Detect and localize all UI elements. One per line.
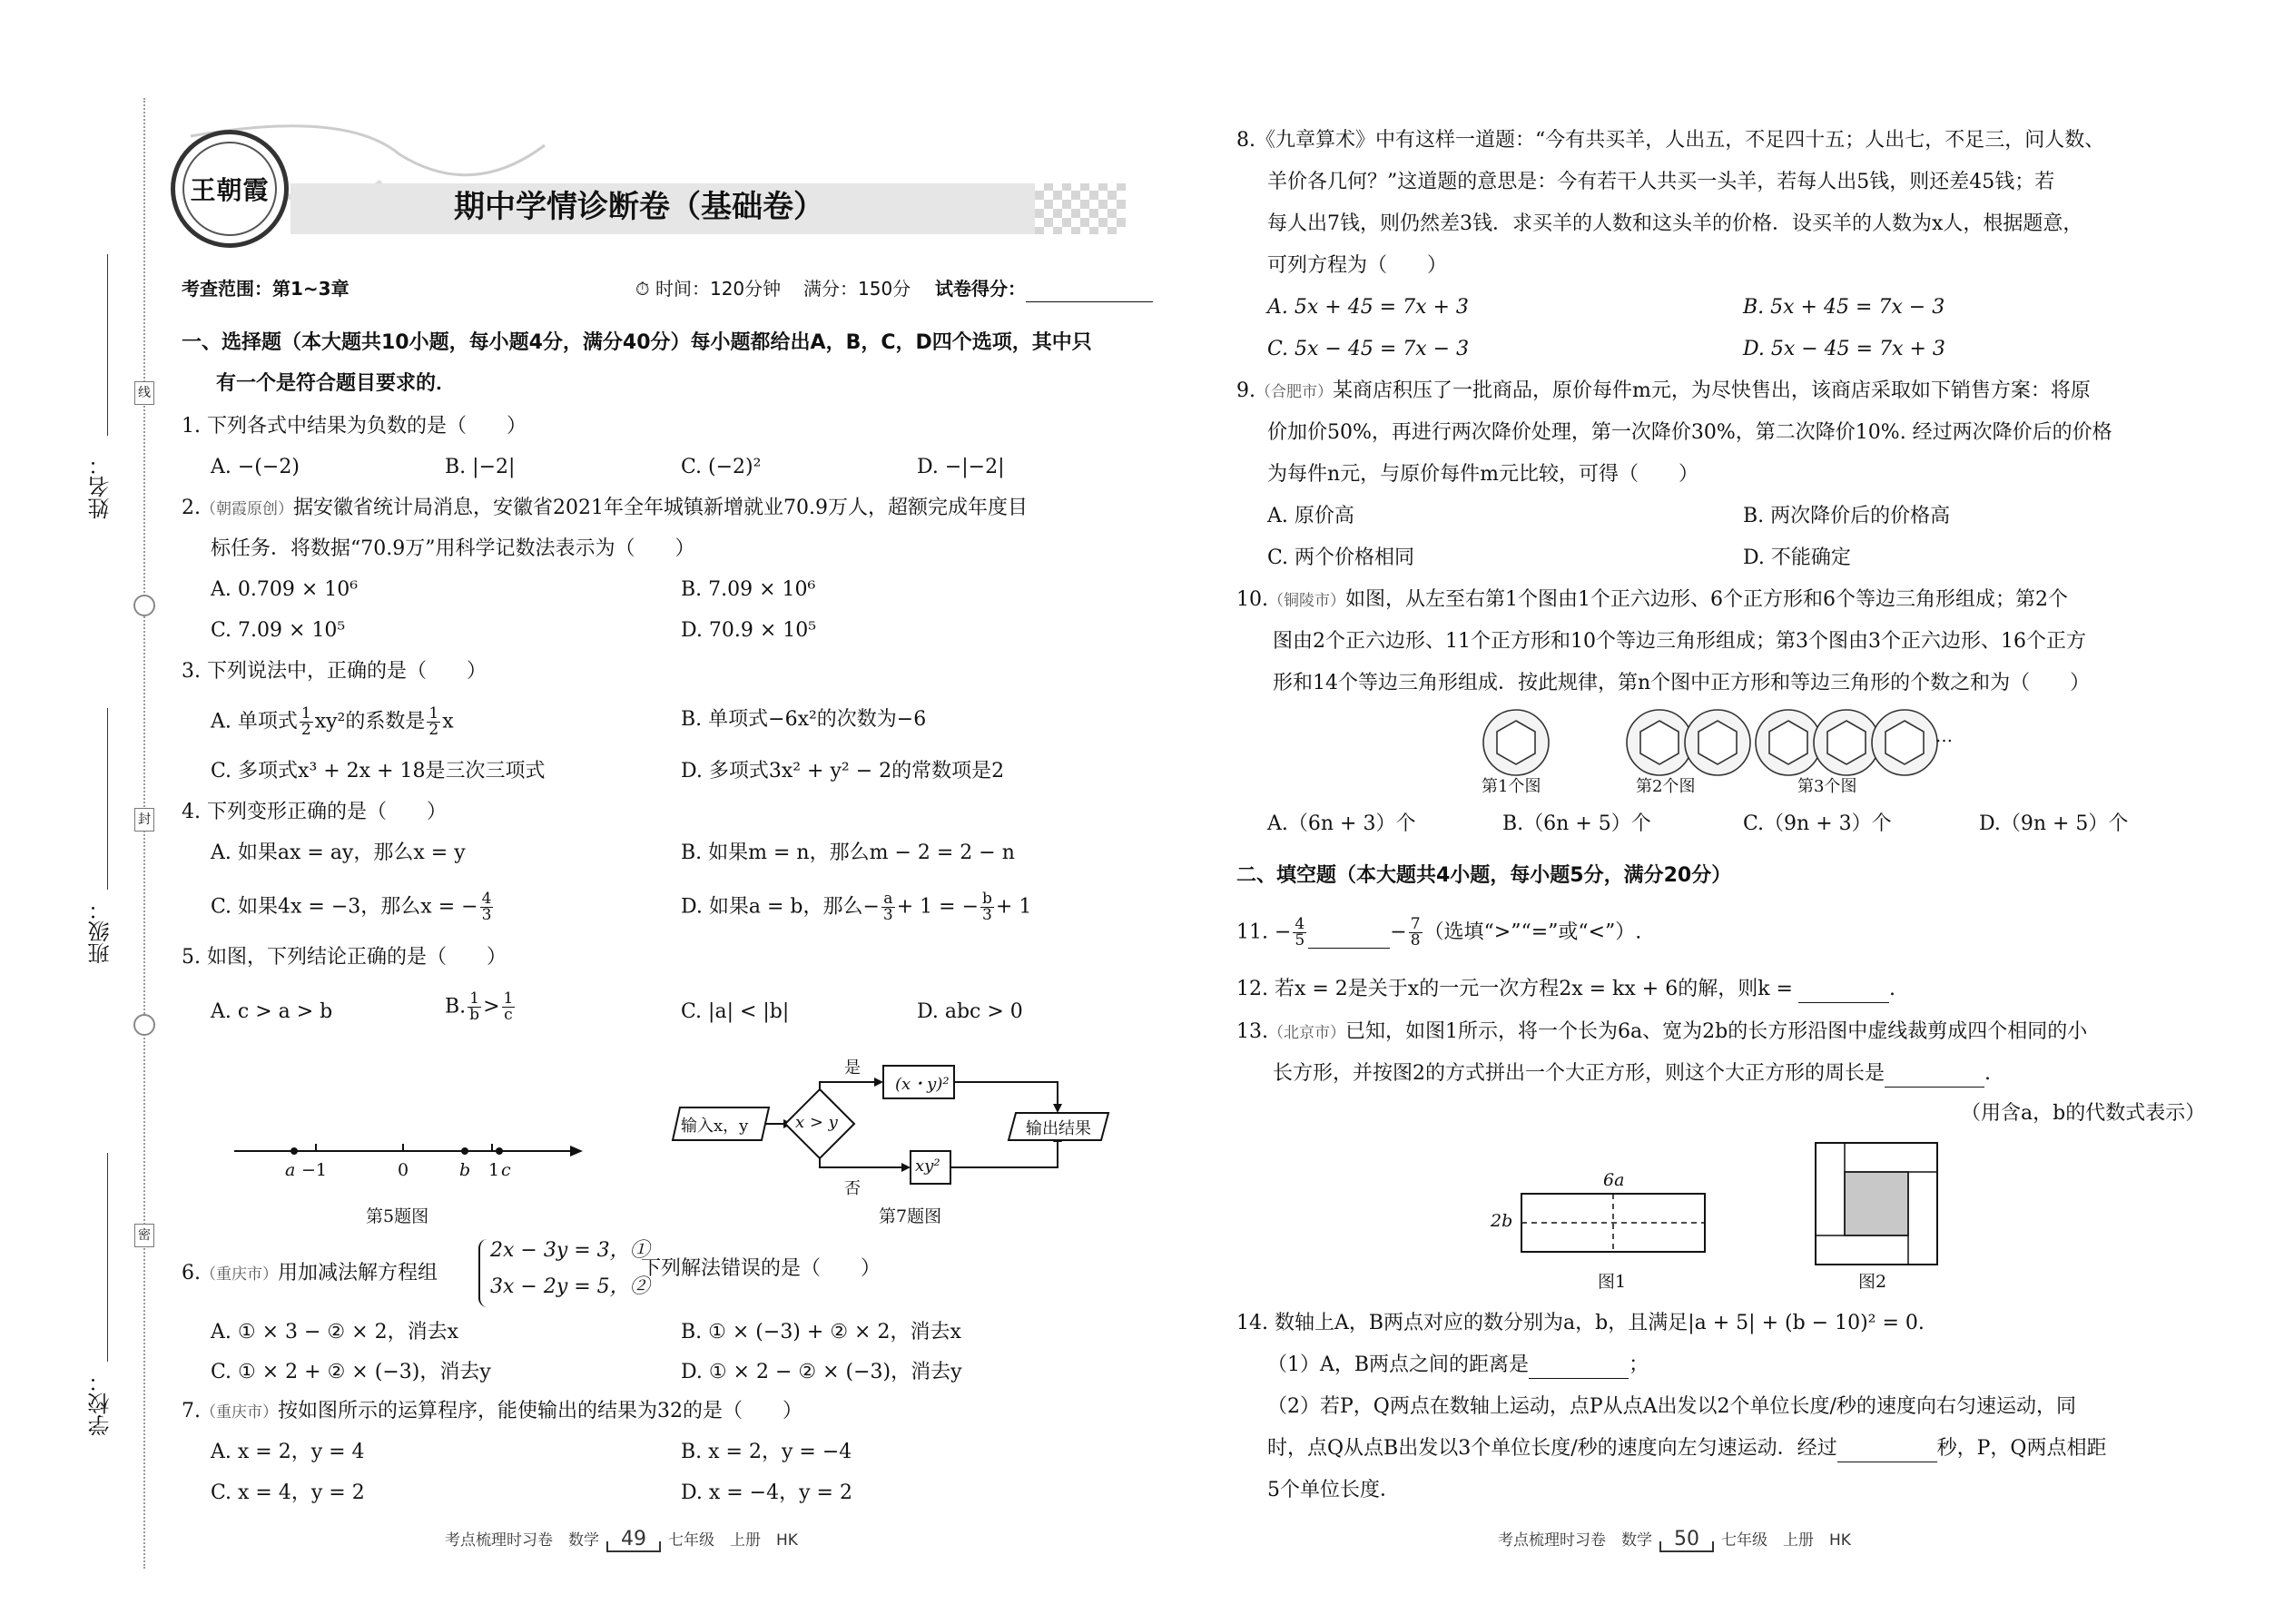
fraction-numerator: 1 xyxy=(503,989,514,1008)
figure-10-caption-1: 第1个图 xyxy=(1482,777,1541,796)
q14-part2-line3: 5个单位长度． xyxy=(1267,1479,1400,1501)
q14-part2: （2）若P，Q两点在数轴上运动，点P从点A出发以2个单位长度/秒的速度向右匀速运动，同 xyxy=(1267,1395,2076,1418)
q10-stem-line2: 图由2个正六边形、11个正方形和10个等边三角形组成；第3个图由3个正六边形、16个正方 xyxy=(1273,630,2086,653)
flowchart-no-box: xy² xyxy=(915,1156,940,1176)
q14-part2-text-tail: 秒，P，Q两点相距 xyxy=(1936,1437,2107,1460)
flowchart-input: 输入x，y xyxy=(681,1117,749,1136)
figure-10-pattern xyxy=(1480,706,1952,788)
q13-answer-blank[interactable] xyxy=(1885,1068,1984,1088)
fraction-numerator: 4 xyxy=(481,890,492,908)
fraction-one-half xyxy=(427,706,440,738)
q2-option-a[interactable]: A. 0.709 × 10⁶ xyxy=(211,578,359,601)
fraction-numerator: b xyxy=(982,890,992,908)
q2-stem-cont: 标任务．将数据“70.9万”用科学记数法表示为（ ） xyxy=(211,537,695,560)
fraction-denominator: 8 xyxy=(1410,931,1421,950)
q8-option-c[interactable]: C. 5x − 45 = 7x − 3 xyxy=(1267,338,1470,360)
exam-scope: 考查范围：第1~3章 xyxy=(182,278,350,300)
q7-source: （重庆市） xyxy=(201,1403,278,1422)
q5-stem: 5. 如图，下列结论正确的是（ ） xyxy=(182,946,507,969)
q5-option-a[interactable]: A. c > a > b xyxy=(211,1000,333,1023)
q6-option-b[interactable]: B. ① × (−3) + ② × 2，消去x xyxy=(681,1321,961,1343)
q4-option-c[interactable] xyxy=(211,891,495,923)
q3a-suffix: x xyxy=(442,710,454,733)
q2-source: （朝霞原创） xyxy=(201,500,293,518)
flowchart-condition: x > y xyxy=(795,1113,838,1132)
exam-time xyxy=(635,275,781,302)
q10-stem-line3: 形和14个等边三角形组成．按此规律，第n个图中正方形和等边三角形的个数之和为（ ） xyxy=(1273,672,2091,694)
number-line-tick-c: c xyxy=(501,1160,511,1180)
q7-option-a[interactable]: A. x = 2，y = 4 xyxy=(211,1441,365,1463)
q8-stem: 8.《九章算术》中有这样一道题：“今有共买羊，人出五，不足四十五；人出七，不足三，问人数、 xyxy=(1236,129,2105,152)
q13-source: （北京市） xyxy=(1268,1024,1345,1042)
q3a-prefix: A. 单项式 xyxy=(211,710,298,733)
figure-10-caption-3: 第3个图 xyxy=(1797,777,1857,796)
clock-icon: ⏱ xyxy=(635,278,650,300)
class-label: 班级： xyxy=(88,899,113,964)
q8-stem-line4: 可列方程为（ ） xyxy=(1267,254,1448,277)
page-number-50: 50 xyxy=(1667,1528,1707,1552)
q12-answer-blank[interactable] xyxy=(1798,984,1889,1003)
fraction-numerator: 1 xyxy=(428,704,439,723)
fraction-1-over-c xyxy=(502,991,516,1023)
section1-heading-cont: 有一个是符合题目要求的． xyxy=(216,372,457,395)
fraction-numerator: 4 xyxy=(1295,915,1305,933)
q1-option-d[interactable]: D. −|−2| xyxy=(917,456,1005,478)
fraction-denominator: b xyxy=(469,1006,480,1024)
q6-system-brace xyxy=(478,1239,489,1307)
number-line-tick-b: b xyxy=(459,1160,471,1180)
q14-part2-blank[interactable] xyxy=(1837,1443,1937,1462)
q9-stem-line2: 价加价50%，再进行两次降价处理，第一次降价30%，第二次降价10%. 经过两次降价后的价格 xyxy=(1267,421,2112,444)
q11-minus: − xyxy=(1390,920,1407,944)
q6-text: 用加减法解方程组 xyxy=(278,1262,438,1284)
figure-13-label-6a: 6a xyxy=(1603,1170,1625,1190)
fraction-numerator: 1 xyxy=(468,991,481,1008)
flowchart-output: 输出结果 xyxy=(1026,1119,1091,1138)
q4d-prefix: D. 如果a = b，那么− xyxy=(681,895,880,919)
q14-part2-line2 xyxy=(1267,1435,2106,1462)
fraction-denominator: 3 xyxy=(982,906,992,924)
fraction-numerator: 7 xyxy=(1410,915,1421,933)
fraction-1-over-b xyxy=(468,991,481,1023)
q10-source: （铜陵市） xyxy=(1268,592,1345,610)
binding-underline-school xyxy=(107,1153,108,1362)
flowchart-yes-box: (x・y)² xyxy=(895,1075,950,1094)
q7-option-c[interactable]: C. x = 4，y = 2 xyxy=(211,1481,365,1504)
q7-option-b[interactable]: B. x = 2，y = −4 xyxy=(681,1441,852,1463)
fraction-b-over-3 xyxy=(980,891,994,923)
q4d-middle: + 1 = − xyxy=(896,895,980,919)
q11-number: 11. − xyxy=(1236,920,1292,944)
q6-option-c[interactable]: C. ① × 2 + ② × (−3)，消去y xyxy=(211,1361,491,1383)
fold-mark-1: 线 xyxy=(134,381,154,405)
fold-mark-3: 密 xyxy=(134,1224,154,1247)
binding-underline-class xyxy=(107,708,108,890)
q5b-middle: > xyxy=(483,995,500,1019)
number-line-tick-0: 0 xyxy=(398,1160,409,1180)
q13-note: （用含a，b的代数式表示） xyxy=(1961,1102,2206,1125)
fraction-denominator: 5 xyxy=(1295,931,1305,950)
q9-number: 9. xyxy=(1236,379,1255,402)
q11-stem xyxy=(1236,917,1641,949)
q11-tail: （选填“>”“=”或“<”）. xyxy=(1423,920,1642,944)
exam-score-text: 试卷得分： xyxy=(935,278,1026,300)
q5b-prefix: B. xyxy=(445,995,467,1019)
q9-option-b[interactable]: B. 两次降价后的价格高 xyxy=(1743,505,1951,527)
exam-time-text: 时间：120分钟 xyxy=(655,278,782,300)
fraction-denominator: 3 xyxy=(882,906,893,924)
number-line-tick-minus1: −1 xyxy=(301,1160,328,1180)
q8-option-d[interactable]: D. 5x − 45 = 7x + 3 xyxy=(1743,338,1945,360)
q7-stem xyxy=(182,1398,802,1426)
fraction-denominator: 3 xyxy=(481,906,492,924)
q7-option-d[interactable]: D. x = −4，y = 2 xyxy=(681,1481,852,1504)
q7-number: 7. xyxy=(182,1400,201,1422)
q2-option-d[interactable]: D. 70.9 × 10⁵ xyxy=(681,619,817,642)
q9-option-a[interactable]: A. 原价高 xyxy=(1267,505,1354,527)
q10-option-c[interactable]: C.（9n + 3）个 xyxy=(1743,812,1892,835)
q6-equation-1: 2x − 3y = 3，① xyxy=(490,1239,650,1262)
q2-option-b[interactable]: B. 7.09 × 10⁶ xyxy=(681,578,816,601)
q1-stem: 1. 下列各式中结果为负数的是（ ） xyxy=(182,415,527,438)
q13-text: 已知，如图1所示，将一个长为6a、宽为2b的长方形沿图中虚线裁剪成四个相同的小 xyxy=(1345,1020,2088,1043)
q5-option-c[interactable]: C. |a| < |b| xyxy=(681,1000,790,1023)
q3a-middle: xy²的系数是 xyxy=(314,710,426,733)
footer-left-book: 考点梳理时习卷 数学 xyxy=(445,1531,599,1550)
q14-stem: 14. 数轴上A，B两点对应的数分别为a，b，且满足|a + 5| + (b − 10)² = 0. xyxy=(1236,1312,1925,1334)
figure-13-label-2b: 2b xyxy=(1491,1211,1513,1231)
q8-stem-line3: 每人出7钱，则仍然差3钱．求买羊的人数和这头羊的价格．设买羊的人数为x人，根据题意， xyxy=(1267,212,2083,235)
q6-number: 6. xyxy=(182,1262,201,1284)
exam-full-score: 满分：150分 xyxy=(803,278,911,300)
q8-option-b[interactable]: B. 5x + 45 = 7x − 3 xyxy=(1743,296,1945,319)
q11-answer-blank[interactable] xyxy=(1308,930,1390,949)
q9-option-c[interactable]: C. 两个价格相同 xyxy=(1267,546,1415,569)
q4-stem: 4. 下列变形正确的是（ ） xyxy=(182,801,447,823)
number-line-tick-1: 1 xyxy=(488,1160,500,1180)
fold-mark-2: 封 xyxy=(134,808,154,832)
q2-number: 2. xyxy=(182,497,201,519)
figure-13-caption-2: 图2 xyxy=(1858,1272,1887,1292)
q1-option-b[interactable]: B. |−2| xyxy=(445,456,516,478)
fraction-numerator: a xyxy=(881,891,895,908)
section1-heading: 一、选择题（本大题共10小题，每小题4分，满分40分）每小题都给出A，B，C，D四个选项，其中只 xyxy=(182,331,1092,354)
q9-stem xyxy=(1236,378,2091,406)
page-title: 期中学情诊断卷（基础卷） xyxy=(454,189,824,225)
q9-stem-line3: 为每件n元，与原价每件m元比较，可得（ ） xyxy=(1267,463,1699,486)
q4-option-b[interactable]: B. 如果m = n，那么m − 2 = 2 − n xyxy=(681,842,1015,864)
q8-stem-line2: 羊价各几何？”这道题的意思是：今有若干人共买一头羊，若每人出5钱，则还差45钱；若 xyxy=(1267,171,2055,193)
punch-hole-1 xyxy=(133,595,155,616)
q3-stem: 3. 下列说法中，正确的是（ ） xyxy=(182,660,487,683)
q13-number: 13. xyxy=(1236,1020,1268,1043)
q4-option-a[interactable]: A. 如果ax = ay，那么x = y xyxy=(211,842,466,864)
fraction-denominator: 2 xyxy=(300,721,311,739)
figure-5-caption: 第5题图 xyxy=(366,1206,429,1226)
q1-option-a[interactable]: A. −(−2) xyxy=(211,456,300,478)
q14-part1-text: （1）A，B两点之间的距离是 xyxy=(1267,1353,1530,1376)
q1-option-c[interactable]: C. (−2)² xyxy=(681,456,762,478)
name-label: 姓名： xyxy=(88,454,113,519)
q14-part1-end: ； xyxy=(1629,1353,1649,1376)
q3-option-d[interactable]: D. 多项式3x² + y² − 2的常数项是2 xyxy=(681,760,1005,782)
q2-option-c[interactable]: C. 7.09 × 10⁵ xyxy=(211,619,346,642)
footer-left xyxy=(445,1527,798,1552)
q2-text: 据安徽省统计局消息，安徽省2021年全年城镇新增就业70.9万人，超额完成年度目 xyxy=(293,497,1028,519)
q6-option-d[interactable]: D. ① × 2 − ② × (−3)，消去y xyxy=(681,1361,962,1383)
exam-score-label xyxy=(935,275,1153,302)
q14-part1-blank[interactable] xyxy=(1529,1360,1629,1379)
q3-option-b[interactable]: B. 单项式−6x²的次数为−6 xyxy=(681,708,927,731)
flowchart-yes-label: 是 xyxy=(844,1058,861,1078)
q10-number: 10. xyxy=(1236,588,1268,611)
q6-source: （重庆市） xyxy=(201,1265,278,1284)
fraction-seven-eighths xyxy=(1409,917,1423,949)
binding-underline-name xyxy=(107,254,108,436)
q12-text: 12. 若x = 2是关于x的一元一次方程2x = kx + 6的解，则k = xyxy=(1236,978,1793,1000)
figure-7-caption: 第7题图 xyxy=(879,1206,942,1226)
q10-option-a[interactable]: A.（6n + 3）个 xyxy=(1267,812,1416,835)
flowchart-no-label: 否 xyxy=(844,1179,861,1198)
figure-13-rectangles xyxy=(1516,1139,1952,1266)
q2-stem xyxy=(182,495,1028,523)
q6-stem xyxy=(182,1260,438,1288)
fraction-four-thirds xyxy=(480,891,494,923)
fraction-one-half xyxy=(300,706,313,738)
page-number-49: 49 xyxy=(614,1528,654,1552)
q9-text: 某商店积压了一批商品，原价每件m元，为尽快售出，该商店采取如下销售方案：将原 xyxy=(1333,379,2091,402)
binding-dotted-line xyxy=(143,98,145,1569)
q5-option-d[interactable]: D. abc > 0 xyxy=(917,1000,1023,1023)
q7-text: 按如图所示的运算程序，能使输出的结果为32的是（ ） xyxy=(278,1400,802,1422)
q10-option-b[interactable]: B.（6n + 5）个 xyxy=(1502,812,1651,835)
school-label: 学校： xyxy=(88,1371,113,1436)
q9-option-d[interactable]: D. 不能确定 xyxy=(1743,546,1851,569)
q14-part2-text: 时，点Q从点B出发以3个单位长度/秒的速度向左匀速运动．经过 xyxy=(1267,1437,1837,1460)
punch-hole-2 xyxy=(133,1014,155,1036)
q5-option-b[interactable] xyxy=(445,991,517,1023)
q10-option-d[interactable]: D.（9n + 5）个 xyxy=(1979,812,2129,835)
q13-text-line2: 长方形，并按图2的方式拼出一个大正方形，则这个大正方形的周长是 xyxy=(1273,1062,1885,1085)
fraction-four-fifths xyxy=(1293,917,1306,949)
q8-option-a[interactable]: A. 5x + 45 = 7x + 3 xyxy=(1267,296,1469,319)
footer-right-grade: 七年级 上册 HK xyxy=(1721,1531,1851,1550)
figure-10-ellipsis: … xyxy=(1935,726,1953,746)
footer-right xyxy=(1498,1527,1851,1552)
footer-left-grade: 七年级 上册 HK xyxy=(668,1531,798,1550)
q6-stem-tail: 下列解法错误的是（ ） xyxy=(641,1257,881,1280)
q12-stem xyxy=(1236,976,1895,1003)
q12-end: . xyxy=(1888,978,1895,1000)
q6-equation-2: 3x − 2y = 5，② xyxy=(490,1275,650,1298)
fraction-denominator: 2 xyxy=(428,721,439,739)
q13-stem xyxy=(1236,1019,2087,1047)
section2-heading: 二、填空题（本大题共4小题，每小题5分，满分20分） xyxy=(1236,864,1732,887)
q14-part1 xyxy=(1267,1352,1649,1379)
figure-13-caption-1: 图1 xyxy=(1598,1272,1627,1292)
logo-text: 王朝霞 xyxy=(190,175,270,205)
figure-10-caption-2: 第2个图 xyxy=(1636,777,1696,796)
fraction-a-over-3 xyxy=(881,891,895,923)
q3-option-a[interactable] xyxy=(211,706,454,738)
fraction-denominator: c xyxy=(504,1006,513,1024)
q10-stem xyxy=(1236,586,2068,615)
fraction-numerator: 1 xyxy=(300,704,311,723)
q13-end: . xyxy=(1984,1062,1991,1085)
q4-option-d[interactable] xyxy=(681,891,1031,923)
number-line-tick-a: a xyxy=(285,1160,296,1180)
q4d-suffix: + 1 xyxy=(995,895,1032,919)
q10-text: 如图，从左至右第1个图由1个正六边形、6个正方形和6个等边三角形组成；第2个 xyxy=(1345,588,2068,611)
q3-option-c[interactable]: C. 多项式x³ + 2x + 18是三次三项式 xyxy=(211,760,546,782)
footer-right-book: 考点梳理时习卷 数学 xyxy=(1498,1531,1652,1550)
q9-source: （合肥市） xyxy=(1255,383,1333,401)
q6-option-a[interactable]: A. ① × 3 − ② × 2，消去x xyxy=(211,1321,458,1343)
q13-stem-line2 xyxy=(1273,1060,1991,1088)
q4c-prefix: C. 如果4x = −3，那么x = − xyxy=(211,895,478,919)
publisher-logo xyxy=(171,130,289,248)
score-blank[interactable] xyxy=(1026,283,1153,302)
